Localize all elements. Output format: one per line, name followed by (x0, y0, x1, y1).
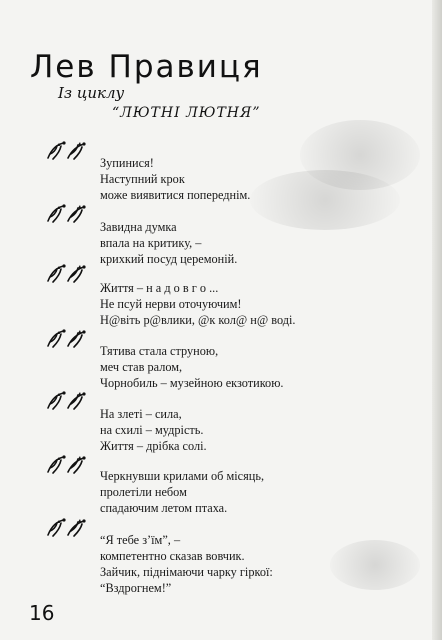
poem-5 (100, 406, 400, 454)
floral-dingbat-icon (44, 140, 88, 162)
cycle-title: “ЛЮТНІ ЛЮТНЯ” (112, 105, 261, 121)
poem-line: спадаючим летом птаха. (100, 501, 228, 515)
poem-line: Життя – дрібка солі. (100, 439, 207, 453)
poem-line: “Вздрогнем!” (100, 581, 172, 595)
poem-7 (100, 532, 400, 596)
poem-line: на схилі – мудрість. (100, 423, 204, 437)
floral-dingbat-icon (44, 454, 88, 476)
poem-line: меч став ралом, (100, 360, 183, 374)
poem-line: Тятива стала струною, (100, 344, 219, 358)
poem-line: може виявитися попереднім. (100, 188, 251, 202)
floral-dingbat-icon (44, 203, 88, 225)
poem-line: Завидна думка (100, 220, 177, 234)
poem-line: Зупинися! (100, 156, 154, 170)
poem-line: Н@віть р@влики, @к кол@ н@ воді. (100, 313, 296, 327)
poem-line: Черкнувши крилами об місяць, (100, 469, 265, 483)
poem-line: впала на критику, – (100, 236, 202, 250)
poem-line: Чорнобиль – музейною екзотикою. (100, 376, 284, 390)
poem-2 (100, 219, 400, 267)
cycle-intro: Із циклу (58, 84, 125, 102)
poem-line: Зайчик, піднімаючи чарку гіркої: (100, 565, 273, 579)
poem-line: пролетіли небом (100, 485, 187, 499)
scan-edge-shadow (432, 0, 442, 640)
poem-3 (100, 280, 400, 328)
floral-dingbat-icon (44, 328, 88, 350)
poem-line: На злеті – сила, (100, 407, 182, 421)
poem-line: компетентно сказав вовчик. (100, 549, 245, 563)
page-number: 16 (29, 601, 55, 625)
floral-dingbat-icon (44, 517, 88, 539)
poem-line: “Я тебе з’їм”, – (100, 533, 181, 547)
poem-1 (100, 155, 400, 203)
poem-line: крихкий посуд церемоній. (100, 252, 238, 266)
poem-line: Наступний крок (100, 172, 185, 186)
floral-dingbat-icon (44, 263, 88, 285)
poem-line: Не псуй нерви оточуючим! (100, 297, 242, 311)
poem-4 (100, 343, 400, 391)
poem-6 (100, 468, 400, 516)
floral-dingbat-icon (44, 390, 88, 412)
author-name: Лев Правиця (30, 48, 263, 85)
poem-line: Життя – н а д о в г о ... (100, 281, 219, 295)
